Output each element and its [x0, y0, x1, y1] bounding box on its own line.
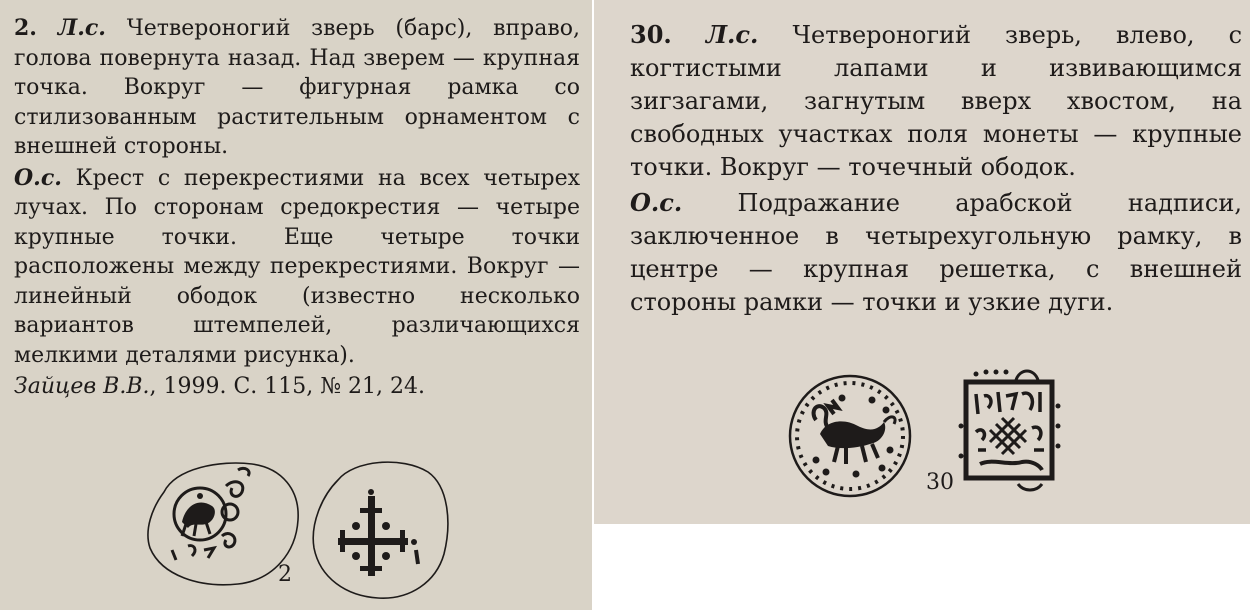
reference-details: , 1999. С. 115, № 21, 24. [149, 374, 426, 399]
figure-label-30: 30 [926, 470, 954, 495]
obverse-text: Четвероногий зверь (барс), вправо, голова повернута назад. Над зверем — крупная точка. Вокруг — фигурная рамка со стилизованным растительным орнаментом с внешней стороны. [14, 16, 580, 159]
entry-number: 30. [630, 20, 672, 49]
entry-number: 2. [14, 15, 37, 41]
reverse-label: О.с. [14, 164, 62, 191]
catalog-entry-2 [14, 14, 580, 402]
reverse-text: Подражание арабской надписи, заключенное в четырехугольную рамку, в центре — крупная решетка, с внешней стороны рамки — точки и узкие дуги. [630, 189, 1242, 316]
obverse-description [630, 18, 1242, 184]
bibliographic-reference [14, 372, 580, 402]
right-page [594, 0, 1250, 524]
reverse-description [14, 164, 580, 371]
figure-label-2: 2 [278, 562, 292, 587]
reverse-description [630, 186, 1242, 319]
reference-author: Зайцев В.В. [14, 374, 150, 399]
reverse-text: Крест с перекрестиями на всех четырех лучах. По сторонам средокрестия — четыре крупные точки. Еще четыре точки расположены между перекрестиями. Вокруг — линейный ободок (известно несколько вариантов штемпелей, различающихся мелкими деталями рисунка). [14, 165, 580, 368]
coin-30-obverse-drawing [786, 372, 914, 500]
obverse-description [14, 14, 580, 162]
coin-30-reverse-drawing [958, 366, 1062, 496]
obverse-label: Л.с. [705, 20, 759, 49]
catalog-entry-30 [630, 18, 1242, 319]
coin-2-reverse-drawing [306, 452, 454, 604]
reverse-label: О.с. [630, 188, 683, 217]
obverse-label: Л.с. [57, 15, 106, 41]
obverse-text: Четвероногий зверь, влево, с когтистыми лапами и извивающимся зигзагами, загнутым вверх хвостом, на свободных участках поля монеты — крупные точки. Вокруг — точечный ободок. [630, 21, 1243, 181]
left-page [0, 0, 592, 610]
